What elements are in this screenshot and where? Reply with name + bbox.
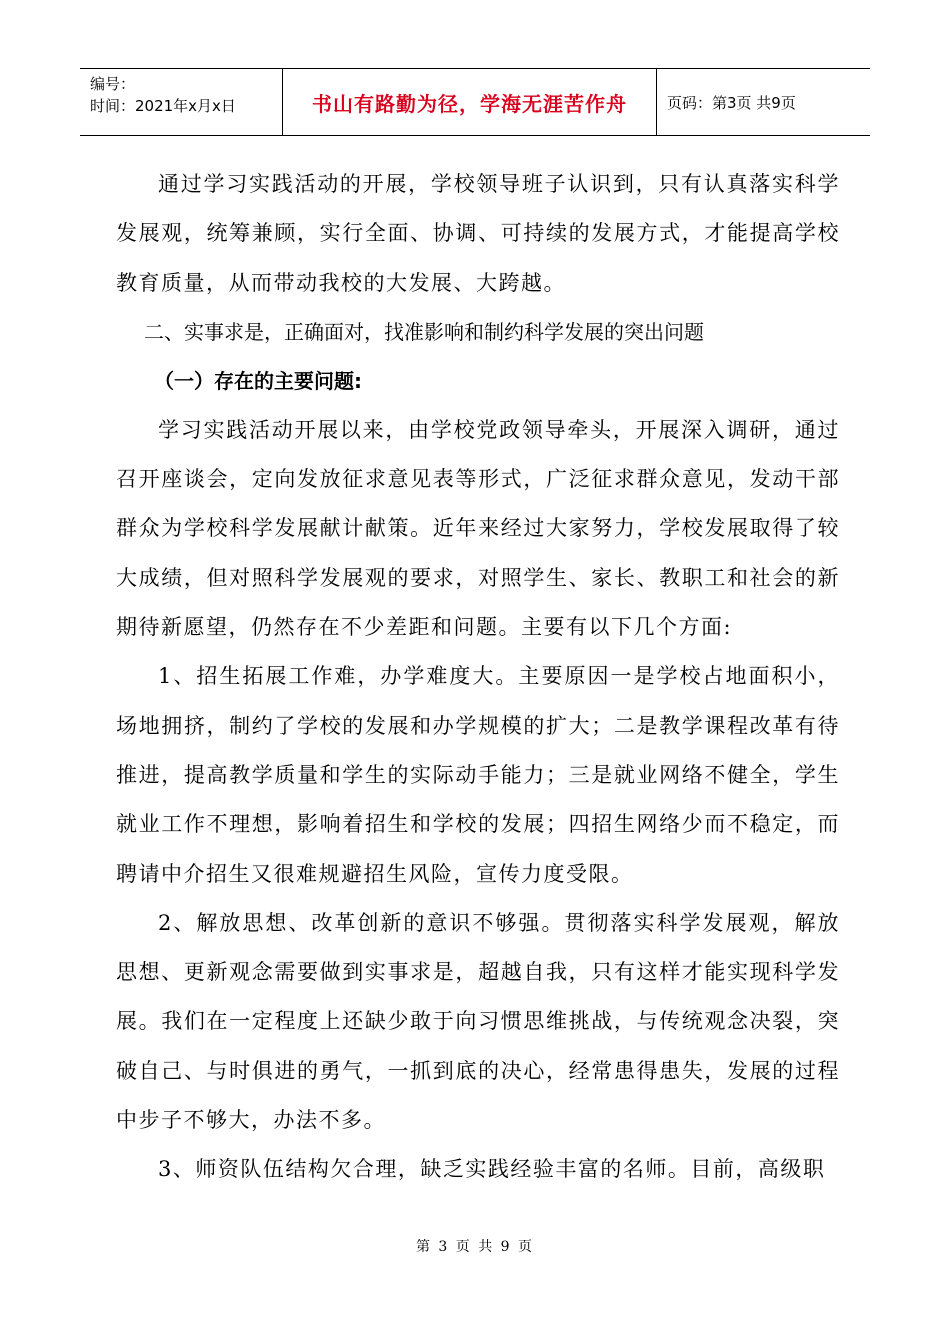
document-number-label: 编号：: [90, 75, 136, 93]
section-heading: 二、实事求是，正确面对，找准影响和制约科学发展的突出问题: [144, 319, 704, 344]
paragraph-overview: 学习实践活动开展以来，由学校党政领导牵头，开展深入调研，通过召开座谈会，定向发放征求意见表等形式，广泛征求群众意见，发动干部群众为学校科学发展献计献策。近年来经过大家努力，学校发展取得了较大成绩，但对照科学发展观的要求，对照学生、家长、教职工和社会的新期待新愿望，仍然存在不少差距和问题。主要有以下几个方面:: [116, 417, 840, 640]
paragraph-issue-1: 1、招生拓展工作难，办学难度大。主要原因一是学校占地面积小，场地拥挤，制约了学校的发展和办学规模的扩大；二是教学课程改革有待推进，提高教学质量和学生的实际动手能力；三是就业网络不健全，学生就业工作不理想，影响着招生和学校的发展；四招生网络少而不稳定，而聘请中介招生又很难规避招生风险，宣传力度受限。: [116, 664, 840, 886]
document-date-label: 时间：2021年x月x日: [90, 97, 236, 115]
header-page-number: 页码：第3页 共9页: [667, 93, 796, 112]
paragraph-intro: 通过学习实践活动的开展，学校领导班子认识到，只有认真落实科学发展观，统筹兼顾，实行全面、协调、可持续的发展方式，才能提高学校教育质量，从而带动我校的大发展、大跨越。: [116, 172, 840, 295]
document-body: [116, 160, 840, 1195]
subsection-heading: （一）存在的主要问题:: [154, 368, 362, 393]
document-header: [80, 68, 870, 136]
paragraph-issue-2: 2、解放思想、改革创新的意识不够强。贯彻落实科学发展观，解放思想、更新观念需要做到实事求是，超越自我，只有这样才能实现科学发展。我们在一定程度上还缺少敢于向习惯思维挑战，与传统观念决裂，突破自己、与时俱进的勇气，一抓到底的决心，经常患得患失，发展的过程中步子不够大，办法不多。: [116, 910, 840, 1133]
header-motto: 书山有路勤为径，学海无涯苦作舟: [283, 69, 657, 135]
page-footer: 第 3 页 共 9 页: [415, 1239, 535, 1255]
header-meta-cell: [80, 69, 283, 135]
paragraph-issue-3: 3、师资队伍结构欠合理，缺乏实践经验丰富的名师。目前，高级职: [158, 1157, 826, 1182]
